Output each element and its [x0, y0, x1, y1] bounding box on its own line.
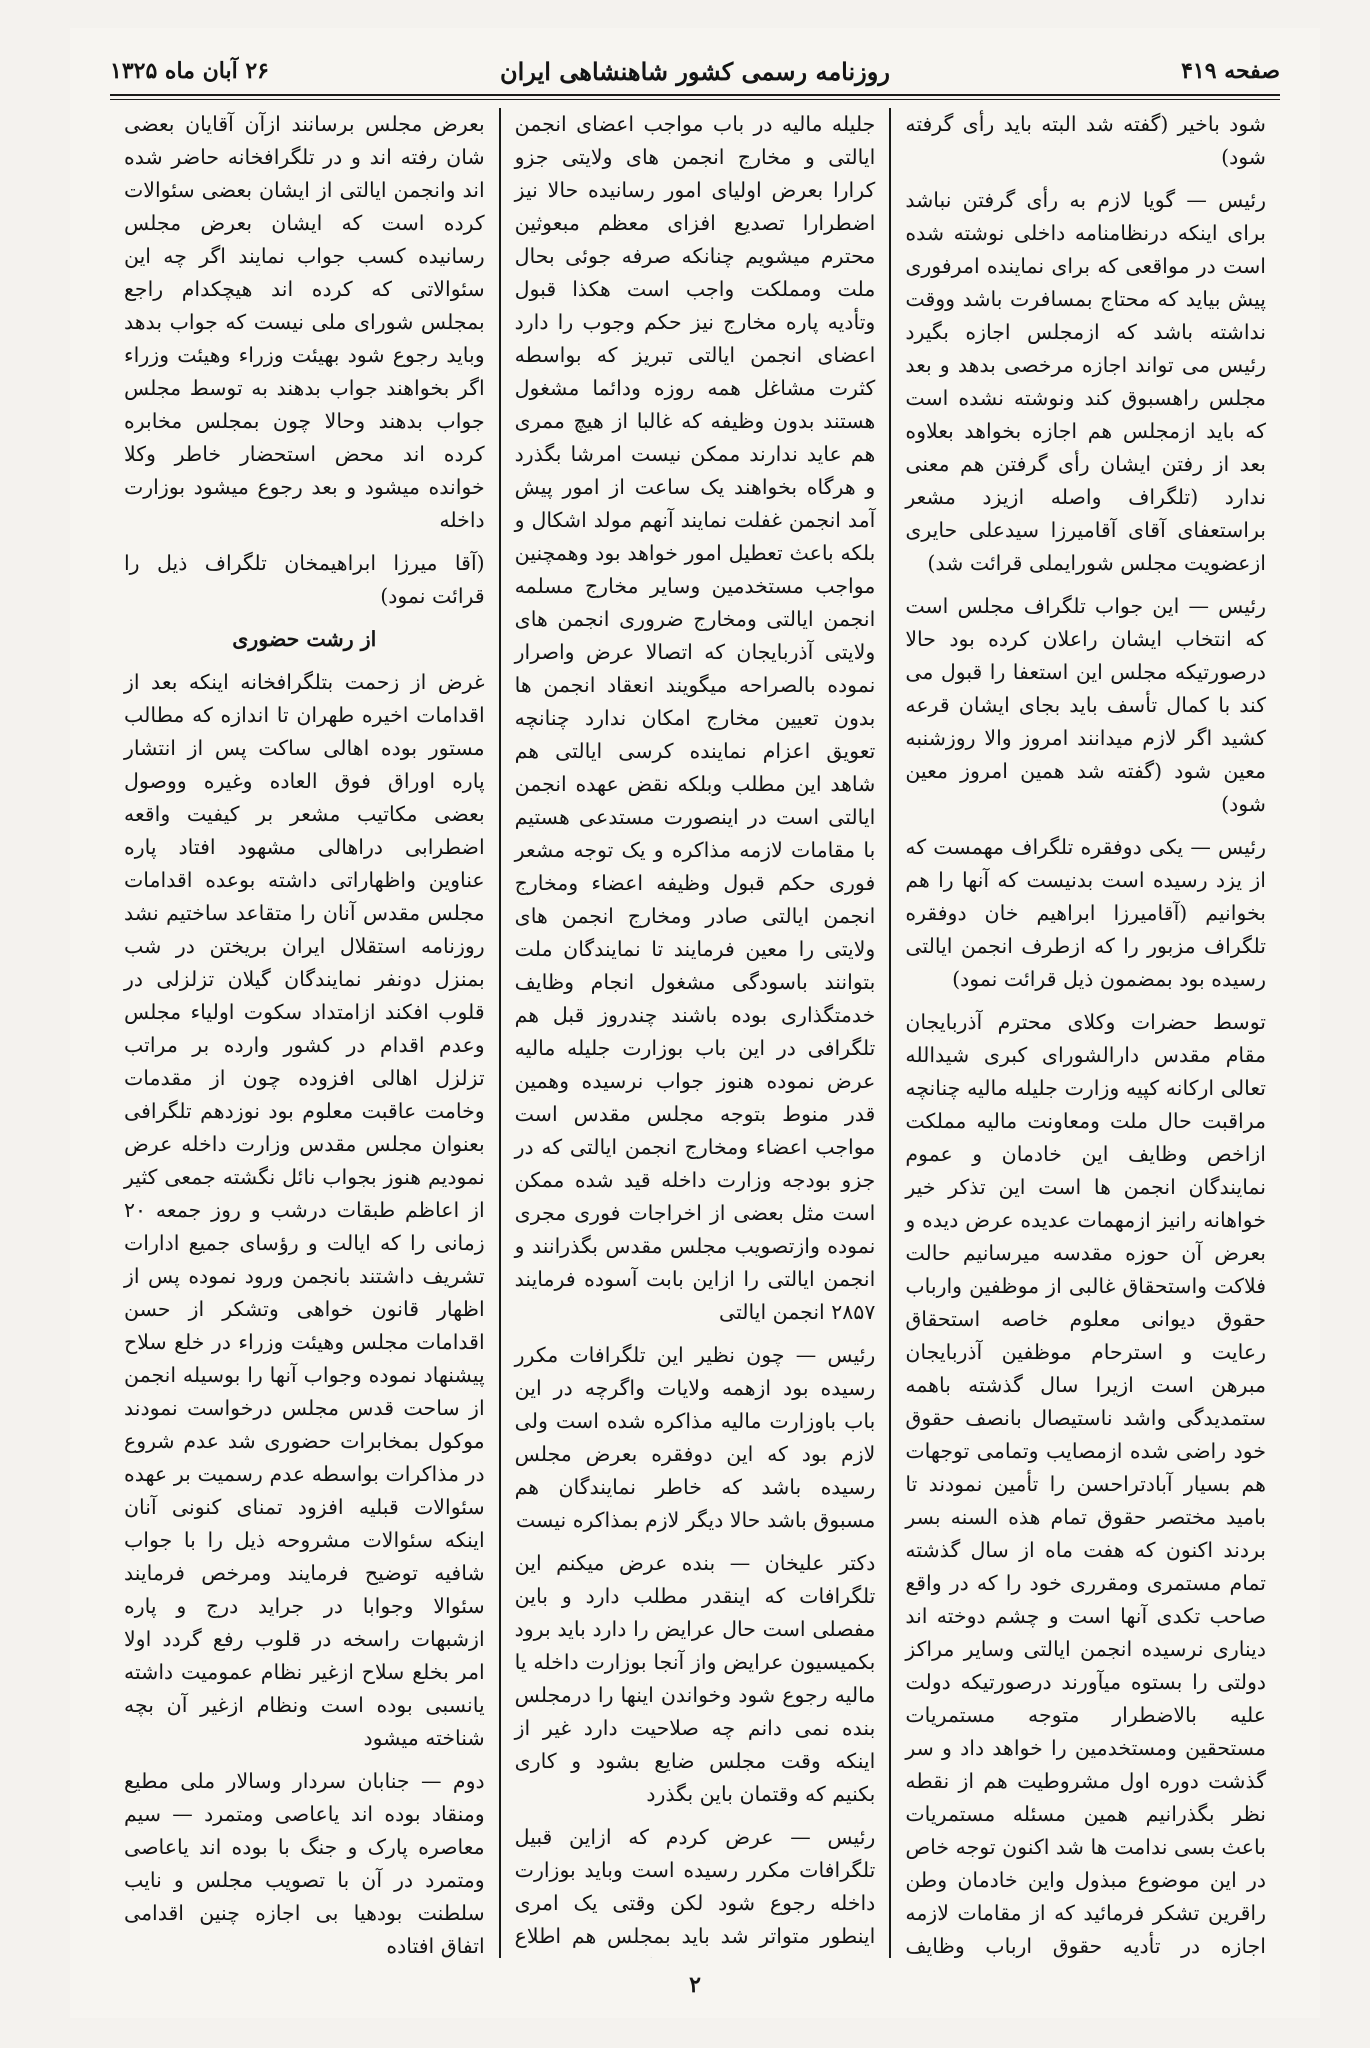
issue-date: ۲۶ آبان ماه ۱۳۲۵	[110, 58, 269, 84]
paragraph: دوم — جنابان سردار وسالار ملی مطیع ومنقاد بوده اند یاعاصی ومتمرد — سیم معاصره پارک و جنگ با بوده اند یاعاصی ومتمرد در آن با تصویب مجلس و نایب سلطنت بودهیا بی اجازه چنین اقدامی اتفاق افتاده	[123, 1769, 485, 1958]
newspaper-page	[70, 28, 1320, 2018]
paragraph: رئیس — گویا لازم به رأی گرفتن نباشد برای اینکه درنظامنامه داخلی نوشته شده است در مواقعی که برای نماینده امرفوری پیش بیاید که محتاج بمسافرت باشد ووقت نداشته باشد که ازمجلس اجازه بگیرد رئیس می تواند اجازه مرخصی بدهد و بعد مجلس راهسبوق کند ونوشته نشده است که باید ازمجلس هم اجازه بخواهد بعلاوه بعد از رفتن ایشان رأی گرفتن هم معنی ندارد (تلگراف واصله ازیزد مشعر براستعفای آقای آقامیرزا سیدعلی حایری ازعضویت مجلس شورایملی قرائت شد)	[905, 188, 1266, 575]
header-rule	[110, 94, 1280, 96]
column-left	[110, 108, 501, 1958]
paragraph: بعرض مجلس برسانند ازآن آقایان بعضی شان رفته اند و در تلگرافخانه حاضر شده اند وانجمن ایالتی از ایشان بعضی سئوالات کرده است که ایشان بعرض مجلس رسانیده کسب جواب نمایند اگر چه این سئوالاتی که کرده اند هیچکدام راجع بمجلس شورای ملی نیست که جواب بدهد وباید رجوع شود بهیئت وزراء وهیئت وزراء اگر بخواهند جواب بدهند به توسط مجلس جواب بدهند وحالا چون بمجلس مخابره کرده اند محض استحضار خاطر وکلا خوانده میشود و بعد رجوع میشود بوزارت داخله	[123, 112, 485, 532]
paragraph: رئیس — عرض کردم که ازاین قبیل تلگرافات مکرر رسیده است وباید بوزارت داخله رجوع شود لکن وقتی یک امری اینطور متواتر شد باید بمجلس هم اطلاع	[514, 1825, 876, 1948]
paragraph: جلیله مالیه در باب مواجب اعضای انجمن ایالتی و مخارج انجمن های ولایتی جزو کرارا بعرض اولیای امور رسانیده حالا نیز اضطرارا تصدیع افزای معظم مبعوثین محترم میشویم چنانکه صرفه جوئی بحال ملت ومملکت واجب است هکذا قبول وتأدیه پاره مخارج نیز حکم وجوب را دارد اعضای انجمن ایالتی تبریز که بواسطه کثرت مشاغل همه روزه ودائما مشغول هستند بدون وظیفه که غالبا از هیچ ممری هم عاید ندارند ممکن نیست امرشا بگذرد و هرگاه بخواهند یک ساعت از امور پیش آمد انجمن غفلت نمایند آنهم مولد اشکال و بلکه باعث تعطیل امور خواهد بود وهمچنین مواجب مستخدمین وسایر مخارج مسلمه انجمن ایالتی ومخارج ضروری انجمن های ولایتی آذربایجان که اتصالا عرض واصرار نموده بالصراحه میگویند انعقاد انجمن ها بدون تعیین مخارج امکان ندارد چنانچه تعویق اعزام نماینده کرسی ایالتی هم شاهد این مطلب وبلکه نقض عهده انجمن ایالتی است در اینصورت مستدعی هستیم با مقامات لازمه مذاکره و یک توجه مشعر فوری حکم قبول وظیفه اعضاء ومخارج انجمن ایالتی صادر ومخارج انجمن های ولایتی را معین فرمایند تا نمایندگان ملت بتوانند باسودگی مشغول انجام وظایف خدمتگذاری بوده باشند چندروز قبل هم تلگرافی در این باب بوزارت جلیله مالیه عرض نموده هنوز جواب نرسیده وهمین قدر منوط بتوجه مجلس مقدس است مواجب اعضاء ومخارج انجمن ایالتی که در جزو بودجه وزارت داخله قید شده ممکن است مثل بعضی از اخراجات فوری مجری نموده وازتصویب مجلس مقدس بگذرانند و انجمن ایالتی را ازاین بابت آسوده فرمایند ۲۸۵۷ انجمن ایالتی	[514, 112, 876, 1324]
paragraph: توسط حضرات وکلای محترم آذربایجان مقام مقدس دارالشورای کبری شیدالله تعالی ارکانه کپیه وزارت جلیله مالیه چنانچه مراقبت حال ملت ومعاونت مالیه مملکت ازاخص وظایف این خادمان و عموم نمایندگان انجمن ها است این تذکر خیر خواهانه رانیز ازمهمات عدیده عرض دیده و بعرض آن حوزه مقدسه میرسانیم حالت فلاکت واستحقاق غالبی از موظفین وارباب حقوق دیوانی معلوم خاصه استحقاق رعایت و استرحام موظفین آذربایجان مبرهن است ازیرا سال گذشته باهمه ستمدیدگی واشد ناستیصال بانصف حقوق خود راضی شده ازمصایب وتمامی توجهات هم بسیار آبادتراحسن را تأمین نمودند تا بامید مختصر حقوق تمام هذه السنه بسر بردند اکنون که هفت ماه از سال گذشته تمام مستمری ومقرری خود را که در واقع صاحب تکدی آنها است و چشم دوخته اند دیناری نرسیده انجمن ایالتی وسایر مراکز دولتی را بستوه میآورند درصورتیکه دولت علیه بالاضطرار متوجه مستمریات مستحقین ومستخدمین را خواهد داد و سر گذشت دوره اول مشروطیت هم از نقطه نظر بگذرانیم همین مسئله مستمریات باعث بسی ندامت ها شد اکنون توجه خاص در این موضوع مبذول واین خادمان وطن راقرین تشکر فرمائید که از مقامات لازمه اجازه در تأدیه حقوق ارباب وظایف	[905, 1010, 1266, 1958]
article-columns	[110, 108, 1280, 1958]
section-heading: از رشت حضوری	[232, 627, 377, 651]
column-right	[891, 108, 1280, 1958]
paragraph: رئیس — چون نظیر این تلگرافات مکرر رسیده بود ازهمه ولایات واگرچه در این باب باوزارت مالیه مذاکره شده است ولی لازم بود که این دوفقره بعرض مجلس رسیده باشد که خاطر نمایندگان هم مسبوق باشد حالا دیگر لازم بمذاکره نیست	[514, 1343, 876, 1532]
page-header	[110, 46, 1280, 96]
page-number: ۲	[689, 1972, 701, 1998]
column-middle	[501, 108, 892, 1958]
paragraph: رئیس — یکی دوفقره تلگراف مهمست که از یزد رسیده است بدنیست که آنها را هم بخوانیم (آقامیرزا ابراهیم خان دوفقره تلگراف مزبور را که ازطرف انجمن ایالتی رسیده بود بمضمون ذیل قرائت نمود)	[905, 835, 1266, 991]
paragraph: غرض از زحمت بتلگرافخانه اینکه بعد از اقدامات اخیره طهران تا اندازه که مطالب مستور بوده اهالی ساکت پس از انتشار پاره اوراق فوق العاده وغیره ووصول بعضی مکاتیب مشعر بر کیفیت واقعه اضطرابی دراهالی مشهود افتاد پاره عناوین واظهاراتی داشته بوعده اقدامات مجلس مقدس آنان را متقاعد ساختیم نشد روزنامه استقلال ایران بریختن در شب بمنزل دونفر نمایندگان گیلان تزلزلی در قلوب افکند ازامتداد سکوت اولیاء مجلس وعدم اقدام در کشور وارده بر مراتب تزلزل اهالی افزوده چون از مقدمات وخامت عاقبت معلوم بود نوزدهم تلگرافی بعنوان مجلس مقدس وزارت داخله عرض نمودیم هنوز بجواب نائل نگشته جمعی کثیر از اعاظم طبقات درشب و روز جمعه ۲۰ زمانی را که ایالت و رؤسای جمیع ادارات تشریف داشتند بانجمن ورود نموده پس از اظهار قانون خواهی وتشکر از حسن اقدامات مجلس وهیئت وزراء در خلع سلاح پیشنهاد نموده وجواب آنها را بوسیله انجمن از ساحت قدس مجلس درخواست نمودند موکول بمخابرات حضوری شد عدم شروع در مذاکرات بواسطه عدم رسمیت بر عهده سئوالات قبلیه افزود تمنای کنونی آنان اینکه سئوالات مشروحه ذیل را با جواب شافیه توضیح فرمایند ومرخص فرمایند سئوالا وجوابا در جراید درج و پاره ازشبهات راسخه در قلوب رفع گردد اولا امر بخلع سلاح ازغیر نظام عمومیت داشته یانسبی بوده است ونظام ازغیر آن بچه شناخته میشود	[123, 670, 485, 1750]
paragraph: رئیس — این جواب تلگراف مجلس است که انتخاب ایشان راعلان کرده بود حالا درصورتیکه مجلس این استعفا را قبول می کند با کمال تأسف باید بجای ایشان قرعه کشید اگر لازم میدانند امروز والا روزشنبه معین شود (گفته شد همین امروز معین شود)	[905, 594, 1266, 816]
paragraph: شود باخیر (گفته شد البته باید رأی گرفته شود)	[905, 112, 1266, 169]
header-rule-thin	[110, 99, 1280, 100]
page-label: صفحه ۴۱۹	[1181, 58, 1280, 84]
newspaper-title: روزنامه رسمی کشور شاهنشاهی ایران	[500, 56, 890, 86]
paragraph: (آقا میرزا ابراهیمخان تلگراف ذیل را قرائت نمود)	[123, 551, 485, 608]
paragraph: دکتر علیخان — بنده عرض میکنم این تلگرافات که اینقدر مطلب دارد و باین مفصلی است حال عرایض را دارد باید برود بکمیسیون عرایض واز آنجا بوزارت داخله یا مالیه رجوع شود وخواندن اینها را درمجلس بنده نمی دانم چه صلاحیت دارد غیر از اینکه وقت مجلس ضایع بشود و کاری بکنیم که وقتمان باین بگذرد	[514, 1551, 876, 1806]
